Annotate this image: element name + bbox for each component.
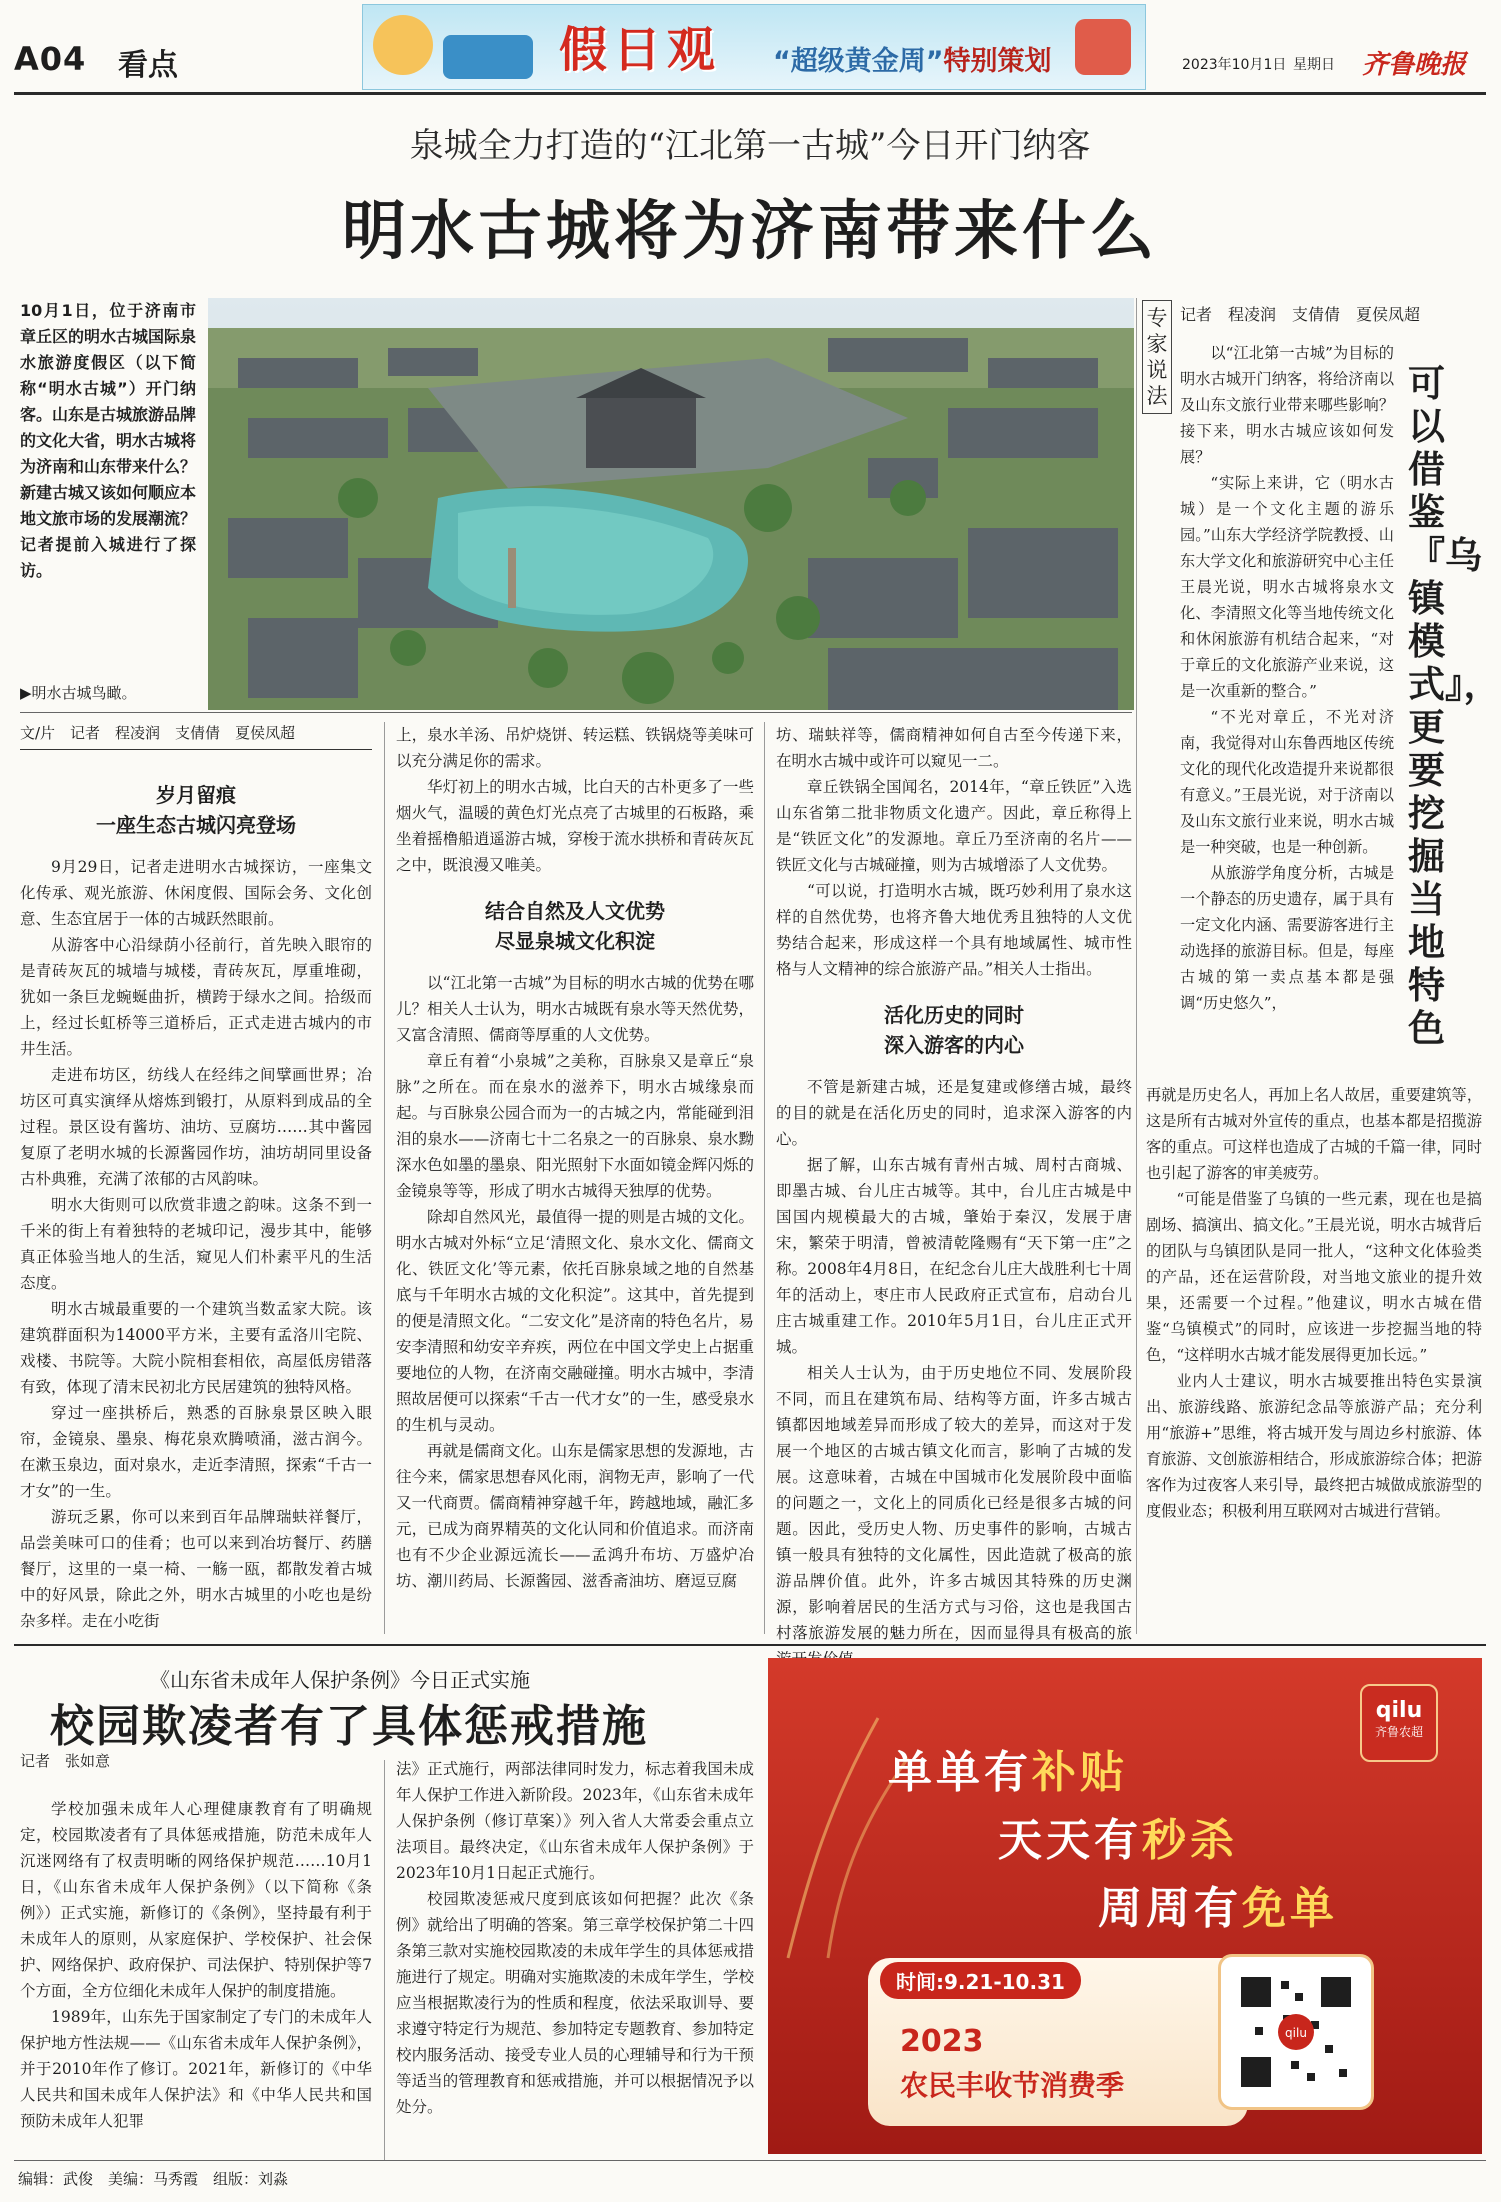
paragraph: 上，泉水羊汤、吊炉烧饼、转运糕、铁锅烧等美味可以充分满足你的需求。 — [396, 726, 754, 770]
paragraph: 华灯初上的明水古城，比白天的古朴更多了一些烟火气，温暖的黄色灯光点亮了古城里的石板路，乘坐着摇橹船逍遥游古城，穿梭于流水拱桥和青砖灰瓦之中，既浪漫又唯美。 — [396, 778, 754, 874]
paragraph: 除却自然风光，最值得一提的则是古城的文化。明水古城对外标“立足‘清照文化、泉水文化、儒商文化、铁匠文化’等元素，依托百脉泉域之地的自然基底与千年明水古城的文化积淀”。这其中，首先提到的便是清照文化。“二安文化”是济南的特色名片，易安李清照和幼安辛弃疾，两位在中国文学史上占据重要地位的人物，在济南交融碰撞。明水古城中，李清照故居便可以探索“千古一代才女”的一生，感受泉水的生机与灵动。 — [396, 1208, 754, 1434]
photo-caption: ▶明水古城鸟瞰。 — [20, 684, 137, 702]
expert-section-label: 专家说法 — [1142, 300, 1172, 414]
main-byline: 文/片 记者 程凌润 支倩倩 夏侯凤超 — [20, 722, 372, 750]
gift-icon — [1075, 19, 1131, 75]
column-divider — [1136, 298, 1137, 1634]
article-column-3 — [776, 722, 1132, 1642]
qr-code-icon[interactable] — [1218, 1954, 1374, 2110]
subheading-1-line-1: 岁月留痕 — [156, 783, 236, 807]
subheading-3 — [776, 1000, 1132, 1060]
ad-line-3-b: 免单 — [1242, 1883, 1338, 1934]
ad-line-1-b: 补贴 — [1032, 1747, 1128, 1798]
expert-column-narrow — [1180, 340, 1394, 1080]
paragraph: 坊、瑞蚨祥等，儒商精神如何自古至今传递下来，在明水古城中或许可以窥见一二。 — [776, 726, 1132, 770]
main-kicker: 泉城全力打造的“江北第一古城”今日开门纳客 — [409, 126, 1091, 166]
promo-advertisement — [768, 1658, 1482, 2154]
bottom-column-1 — [20, 1796, 372, 2160]
issue-date: 2023年10月1日 — [1182, 57, 1287, 73]
paragraph: 业内人士建议，明水古城要推出特色实景演出、旅游线路、旅游纪念品等旅游产品；充分利用“旅游+”思维，将古城开发与周边乡村旅游、体育旅游、文创旅游相结合，形成旅游综合体；把游客作为过夜客人来引导，最终把古城做成旅游型的度假业态；积极利用互联网对古城进行营销。 — [1146, 1372, 1482, 1520]
footer-credits: 编辑：武俊 美编：马秀霞 组版：刘淼 — [18, 2170, 289, 2188]
article-column-1 — [20, 762, 372, 1634]
paragraph: 相关人士认为，由于历史地位不同、发展阶段不同，而且在建筑布局、结构等方面，许多古城古镇都因地域差异而形成了较大的差异，而这对于发展一个地区的古城古镇文化而言，影响了古城的发展。这意味着，古城在中国城市化发展阶段中面临的问题之一，文化上的同质化已经是很多古城的问题。因此，受历史人物、历史事件的影响，古城古镇一般具有独特的文化属性，因此造就了极高的旅游品牌价值。此外，许多古城因其特殊的历史渊源，影响着居民的生活方式与习俗，这也是我国古村落旅游发展的魅力所在，因而显得具有极高的旅 — [776, 1364, 1132, 1642]
column-divider — [764, 722, 765, 1634]
page-number: A04 — [14, 40, 87, 78]
paragraph: “可以说，打造明水古城，既巧妙利用了泉水这样的自然优势，也将齐鲁大地优秀且独特的人文优势结合起来，形成这样一个具有地域属性、城市性格与人文精神的综合旅游产品。”相关人士指出。 — [776, 882, 1132, 978]
newspaper-logo: 齐鲁晚报 — [1362, 50, 1467, 80]
expert-column-wide — [1146, 1082, 1482, 1634]
subheading-3-line-2: 深入游客的内心 — [884, 1033, 1024, 1057]
ad-line-2-b: 秒杀 — [1142, 1815, 1238, 1866]
paragraph: 校园欺凌惩戒尺度到底该如何把握？此次《条例》就给出了明确的答案。第三章学校保护第二十四条第三款对实施校园欺凌的未成年学生的具体惩戒措施进行了规定。明确对实施欺凌的未成年学生，学校应当根据欺凌行为的性质和程度，依法采取训导、要求遵守特定行为规范、参加特定专题教育、参加特定校内服务活动、接受专业人员的心理辅导和行为干预等适当的管理教育和惩戒措施，并可以根据情况予以处分。 — [396, 1890, 754, 2116]
ad-season: 农民丰收节消费季 — [900, 2069, 1125, 2102]
qr-brand-text: qilu — [1285, 2026, 1307, 2040]
photo-rule — [20, 712, 1132, 713]
paragraph: 以“江北第一古城”为目标的明水古城开门纳客，将给济南以及山东文旅行业带来哪些影响？接下来，明水古城应该如何发展？ — [1180, 344, 1394, 466]
subheading-2-line-1: 结合自然及人文优势 — [485, 899, 665, 923]
banner-sub-b: 特别策划 — [943, 46, 1052, 77]
bottom-kicker: 《山东省未成年人保护条例》今日正式实施 — [150, 1668, 530, 1692]
main-headline: 明水古城将为济南带来什么 — [342, 194, 1158, 269]
subheading-2 — [396, 896, 754, 956]
paragraph: 走进布坊区，纺线人在经纬之间擘画世界；冶坊区可真实演绎从熔炼到锻打，从原料到成品的全过程。景区设有酱坊、油坊、豆腐坊……其中酱园复原了老明水城的长源酱园作坊，油坊胡同里设备古朴典雅，充满了浓郁的古风韵味。 — [20, 1066, 372, 1188]
banner-subtitle — [773, 39, 1052, 78]
paragraph: 从旅游学角度分析，古城是一个静态的历史遗存，属于具有一定文化内涵、需要游客进行主动选择的旅游目标。但是，每座古城的第一卖点基本都是强调“历史悠久”， — [1180, 864, 1394, 1012]
qr-pattern — [1221, 1957, 1371, 2107]
footer-rule — [14, 2160, 1486, 2161]
paragraph: 法》正式施行，两部法律同时发力，标志着我国未成年人保护工作进入新阶段。2023年，《山东省未成年人保护条例（修订草案）》列入省人大常委会重点立法项目。最终决定，《山东省未成年人保护条例》于2023年10月1日起正式施行。 — [396, 1760, 754, 1882]
paragraph: “可能是借鉴了乌镇的一些元素，现在也是搞剧场、搞演出、搞文化。”王晨光说，明水古城背后的团队与乌镇团队是同一批人，“这种文化体验类的产品，还在运营阶段，对当地文旅业的提升效果，还需要一个过程。”他建议，明水古城在借鉴“乌镇模式”的同时，应该进一步挖掘当地的特色，“这样明水古城才能发展得更加长远。” — [1146, 1190, 1482, 1364]
paragraph: 明水古城最重要的一个建筑当数孟家大院。该建筑群面积为14000平方米，主要有孟洛川宅院、戏楼、书院等。大院小院相套相依，高屋低房错落有致，体现了清末民初北方民居建筑的独特风格。 — [20, 1300, 372, 1396]
ad-line-2-a: 天天有 — [998, 1815, 1142, 1866]
special-banner — [362, 4, 1146, 90]
bottom-headline: 校园欺凌者有了具体惩戒措施 — [50, 1701, 648, 1752]
paragraph: 学校加强未成年人心理健康教育有了明确规定，校园欺凌者有了具体惩戒措施，防范未成年人沉迷网络有了权责明晰的网络保护规范……10月1日，《山东省未成年人保护条例》（以下简称《条例》）正式实施，新修订的《条例》，坚持最有利于未成年人的原则，从家庭保护、学校保护、社会保护、网络保护、政府保护、司法保护、特别保护等7个方面，全方位细化未成年人保护的制度措施。 — [20, 1800, 372, 2000]
paragraph: 以“江北第一古城”为目标的明水古城的优势在哪儿？相关人士认为，明水古城既有泉水等天然优势，又富含清照、儒商等厚重的人文优势。 — [396, 974, 754, 1044]
paragraph: 从游客中心沿绿荫小径前行，首先映入眼帘的是青砖灰瓦的城墙与城楼，青砖灰瓦，厚重堆砌，犹如一条巨龙蜿蜒曲折，横跨于绿水之间。拾级而上，经过长虹桥等三道桥后，正式走进古城内的市井生活。 — [20, 936, 372, 1058]
section-rule — [14, 1644, 1486, 1646]
ad-line-1-a: 单单有 — [888, 1747, 1032, 1798]
paragraph: 章丘有着“小泉城”之美称，百脉泉又是章丘“泉脉”之所在。而在泉水的滋养下，明水古城缘泉而起。与百脉泉公园合而为一的古城之内，常能碰到泪泪的泉水——济南七十二名泉之一的百脉泉、泉水黝深水色如墨的墨泉、阳光照射下水面如镜金辉闪烁的金镜泉等等，形成了明水古城得天独厚的优势。 — [396, 1052, 754, 1200]
sun-icon — [373, 15, 433, 75]
lead-paragraph: 10月1日，位于济南市章丘区的明水古城国际泉水旅游度假区（以下简称“明水古城”）开门纳客。山东是古城旅游品牌的文化大省，明水古城将为济南和山东带来什么？新建古城又该如何顺应本地文旅市场的发展潮流？记者提前入城进行了探访。 — [20, 301, 197, 580]
article-column-2 — [396, 722, 754, 1634]
paragraph: “实际上来讲，它（明水古城）是一个文化主题的游乐园。”山东大学经济学院教授、山东大学文化和旅游研究中心主任王晨光说，明水古城将泉水文化、李清照文化等当地传统文化和休闲旅游有机结合起来，“对于章丘的文化旅游产业来说，这是一次重新的整合。” — [1180, 474, 1394, 700]
paragraph: 游玩乏累，你可以来到百年品牌瑞蚨祥餐厅，品尝美味可口的佳肴；也可以来到冶坊餐厅、药膳餐厅，这里的一桌一椅、一觞一瓯，都散发着古城中的好风景，除此之外，明水古城里的小吃也是纷杂多样。走在小吃街 — [20, 1508, 372, 1630]
subheading-3-line-1: 活化历史的同时 — [884, 1003, 1024, 1027]
issue-weekday: 星期日 — [1293, 57, 1335, 73]
expert-vertical-title: 可以借鉴『乌镇模式』，更要挖掘当地特色 — [1408, 361, 1501, 1050]
brand-logo-subtext: 齐鲁农超 — [1374, 1725, 1423, 1739]
aerial-photo — [208, 298, 1134, 710]
paragraph: “不光对章丘，不光对济南，我觉得对山东鲁西地区传统文化的现代化改造提升来说都很有意义。”王晨光说，对于济南以及山东文旅行业来说，明水古城是一种突破，也是一种创新。 — [1180, 708, 1394, 856]
subheading-2-line-2: 尽显泉城文化积淀 — [495, 929, 655, 953]
ad-line-3 — [1098, 1872, 1338, 1936]
paragraph: 再就是儒商文化。山东是儒家思想的发源地，古往今来，儒家思想春风化雨，润物无声，影响了一代又一代商贾。儒商精神穿越千年，跨越地域，融汇多元，已成为商界精英的文化认同和价值追求。而济南也有不少企业源远流长——孟鸿升布坊、万盛炉冶坊、潮川药局、长源酱园、滋香斋油坊、磨逗豆腐 — [396, 1442, 754, 1590]
paragraph: 穿过一座拱桥后，熟悉的百脉泉景区映入眼帘，金镜泉、墨泉、梅花泉欢腾喷涌，滋古润今。在漱玉泉边，面对泉水，走近李清照，探索“千古一才女”的一生。 — [20, 1404, 372, 1500]
wheat-icon — [768, 1658, 918, 1958]
subheading-1-line-2: 一座生态古城闪亮登场 — [96, 813, 296, 837]
paragraph: 据了解，山东古城有青州古城、周村古商城、即墨古城、台儿庄古城等。其中，台儿庄古城是中国国内规模最大的古城，肇始于秦汉，发展于唐宋，繁荣于明清，曾被清乾隆赐有“天下第一庄”之称。2008年4月8日，在纪念台儿庄大战胜利七十周年的活动上，枣庄市人民政府正式宣布，启动台儿庄古城重建工作。2010年5月1日，台儿庄正式开城。 — [776, 1156, 1132, 1356]
suitcase-icon — [443, 35, 533, 79]
ad-line-1 — [888, 1736, 1128, 1800]
subheading-1 — [20, 780, 372, 840]
ancient-city-aerial-image — [208, 298, 1134, 710]
ad-year: 2023 — [900, 2024, 984, 2059]
header-rule — [14, 92, 1486, 95]
ad-line-3-a: 周周有 — [1098, 1883, 1242, 1934]
section-name: 看点 — [118, 48, 178, 83]
brand-logo-text: qilu — [1375, 1698, 1423, 1723]
bottom-column-2 — [396, 1756, 754, 2160]
banner-title: 假日观 — [559, 22, 722, 78]
column-divider — [384, 722, 385, 1634]
ad-line-2 — [998, 1804, 1238, 1868]
paragraph: 章丘铁锅全国闻名，2014年，“章丘铁匠”入选山东省第二批非物质文化遗产。因此，章丘称得上是“铁匠文化”的发源地。章丘乃至济南的名片——铁匠文化与古城碰撞，则为古城增添了人文优势。 — [776, 778, 1132, 874]
ad-time-badge: 时间:9.21-10.31 — [880, 1962, 1081, 1999]
paragraph: 不管是新建古城，还是复建或修缮古城，最终的目的就是在活化历史的同时，追求深入游客的内心。 — [776, 1078, 1132, 1148]
column-divider — [384, 1760, 385, 2160]
expert-byline: 记者 程凌润 支倩倩 夏侯凤超 — [1180, 305, 1421, 324]
paragraph: 明水大街则可以欣赏非遗之韵味。这条不到一千米的街上有着独特的老城印记，漫步其中，能够真正体验当地人的生活，窥见人们朴素平凡的生活态度。 — [20, 1196, 372, 1292]
banner-sub-a: “超级黄金周” — [773, 46, 944, 77]
paragraph: 9月29日，记者走进明水古城探访，一座集文化传承、观光旅游、休闲度假、国际会务、文化创意、生态宜居于一体的古城跃然眼前。 — [20, 858, 372, 928]
bottom-byline: 记者 张如意 — [20, 1752, 111, 1770]
paragraph: 1989年，山东先于国家制定了专门的未成年人保护地方性法规——《山东省未成年人保护条例》，并于2010年作了修订。2021年，新修订的《中华人民共和国未成年人保护法》和《中华人民共和国预防未成年人犯罪 — [20, 2008, 372, 2130]
brand-logo — [1360, 1684, 1438, 1762]
paragraph: 再就是历史名人，再加上名人故居，重要建筑等，这是所有古城对外宣传的重点，也基本都是招揽游客的重点。可这样也造成了古城的千篇一律，同时也引起了游客的审美疲劳。 — [1146, 1086, 1482, 1182]
